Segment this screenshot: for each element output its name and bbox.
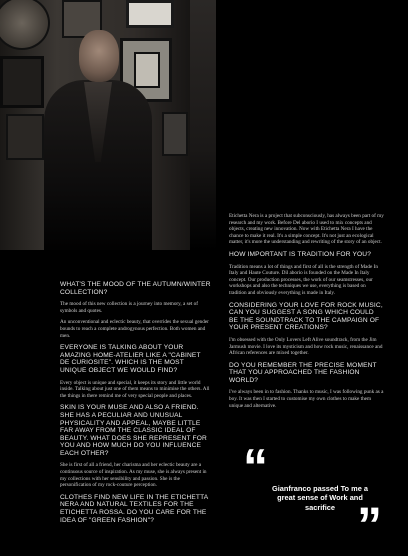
left-column: [60, 281, 211, 529]
person-head: [79, 30, 119, 82]
intro-paragraph: Etichetta Nera is a project that subconsciously, has always been part of my research and my work. Before Del aborio I used to mix concepts and objects, creating new innovation. Now with Etichetta Nera I have the chance to make it real. It's a simple concept. It's not just an ecological matter, it's more the understanding and rewriting of the story of an object.: [229, 213, 384, 246]
open-quote-mark: “: [243, 439, 268, 495]
wall-frame: [134, 52, 160, 88]
wall-frame: [126, 0, 174, 28]
question-heading: EVERYONE IS TALKING ABOUT YOUR AMAZING HOME-ATELIER LIKE A "CABINET DE CURIOSITE". WHICH IS THE MOST UNIQUE OBJECT WE WOULD FIND?: [60, 344, 201, 374]
portrait-photo: [0, 0, 190, 250]
question-heading: DO YOU REMEMBER THE PRECISE MOMENT THAT YOU APPROACHED THE FASHION WORLD?: [229, 361, 377, 384]
question-heading: WHAT'S THE MOOD OF THE AUTUMN/WINTER COLLECTION?: [60, 281, 211, 296]
question-heading: CLOTHES FIND NEW LIFE IN THE ETICHETTA NERA AND NATURAL TEXTILES FOR THE ETICHETTA ROSSA. DO YOU CARE FOR THE IDEA OF "GREEN FASHION"?: [60, 493, 208, 524]
close-quote-mark: ”: [357, 497, 382, 553]
answer-paragraph: I'm obsessed with the Only Lovers Left Alive soundtrack, from the Jim Jarmush movie. I love its mysticism and how rock music, renaissance and African references are mixed together.: [229, 336, 383, 357]
wall-frame: [0, 56, 44, 108]
answer-paragraph: The mood of this new collection is a journey into memory, a set of symbols and quotes.: [60, 301, 198, 314]
question-heading: SKIN IS YOUR MUSE AND ALSO A FRIEND. SHE HAS A PECULIAR AND UNUSUAL PHYSICALITY AND APPEAL, MAYBE LITTLE FAR AWAY FROM THE CLASSIC IDEAL OF BEAUTY. WHAT DOES SHE REPRESENT FOR YOU AND HOW MUCH DO YOU INFLUENCE EACH OTHER?: [60, 404, 207, 457]
answer-paragraph: Tradition means a lot of things and first of all is the strength of Made In Italy and Haute Couture. Dil aborio is founded on the Made In Italy concept. Our production processes, the work of our seamstresses, our workshops and also the techniques we use, everything is based on tradition and obviously everything is made in Italy.: [229, 263, 378, 296]
question-heading: CONSIDERING YOUR LOVE FOR ROCK MUSIC, CAN YOU SUGGEST A SONG WHICH COULD BE THE SOUNDTRACK TO THE CAMPAIGN OF YOUR PRESENT CREATIONS?: [229, 301, 383, 332]
wall-frame: [162, 112, 188, 156]
question-heading: HOW IMPORTANT IS TRADITION FOR YOU?: [229, 250, 372, 258]
wall-frame: [6, 114, 44, 160]
answer-paragraph: I've always been in to fashion. Thanks to music, I was following punk as a boy. It was then I started to customise my own clothes to make them unique and alternative.: [229, 389, 384, 409]
answer-paragraph: An unconventional and eclectic beauty, that overrides the sexual gender bounds to reach a complete androgynous perfection. Both women and men.: [60, 319, 209, 339]
pull-quote: Gianfranco passed To me a great sense of Work and sacrifice: [272, 484, 368, 512]
right-column: [229, 213, 384, 414]
shelf-edge: [190, 0, 216, 250]
answer-paragraph: She is first of all a friend, her charisma and her eclectic beauty are a continuous source of inspiration. As my muse, she is always present in my collections with her sensibility and passion. She is the personification of my rock-couture perception.: [60, 462, 207, 489]
answer-paragraph: Every object is unique and special, it keeps its story and little world inside. Talking about just one of them means to minimise the others. All the things in there remind me of very special people and places.: [60, 379, 210, 399]
